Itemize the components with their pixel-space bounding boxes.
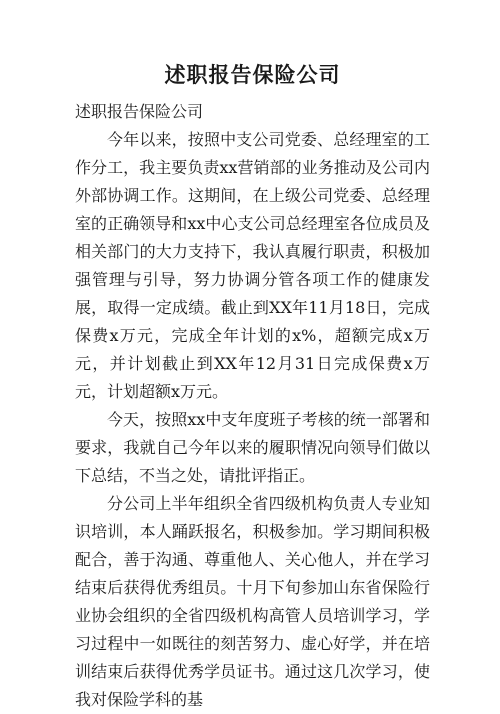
paragraph-2: 今天，按照xx中支年度班子考核的统一部署和要求，我就自己今年以来的履职情况向领导们做以下总结，不当之处，请批评指正。: [75, 410, 430, 485]
paragraph-1: 今年以来，按照中支公司党委、总经理室的工作分工，我主要负责xx营销部的业务推动及公司内外部协调工作。这期间，在上级公司党委、总经理室的正确领导和xx中心支公司总经理室各位成员及相关部门的大力支持下，我认真履行职责，积极加强管理与引导，努力协调分管各项工作的健康发展，取得一定成绩。截止到XX年11月18日，完成保费x万元，完成全年计划的x%，超额完成x万元，并计划截止到XX年12月31日完成保费x万元，计划超额x万元。: [75, 130, 430, 401]
paragraph-3: 分公司上半年组织全省四级机构负责人专业知识培训，本人踊跃报名，积极参加。学习期间积极配合，善于沟通、尊重他人、关心他人，并在学习结束后获得优秀组员。十月下旬参加山东省保险行业协会组织的全省四级机构高管人员培训学习，学习过程中一如既往的刻苦努力、虚心好学，并在培训结束后获得优秀学员证书。通过这几次学习，使我对保险学科的基: [75, 494, 430, 709]
document-title: 述职报告保险公司: [164, 63, 341, 87]
document-subtitle: 述职报告保险公司: [75, 102, 204, 121]
